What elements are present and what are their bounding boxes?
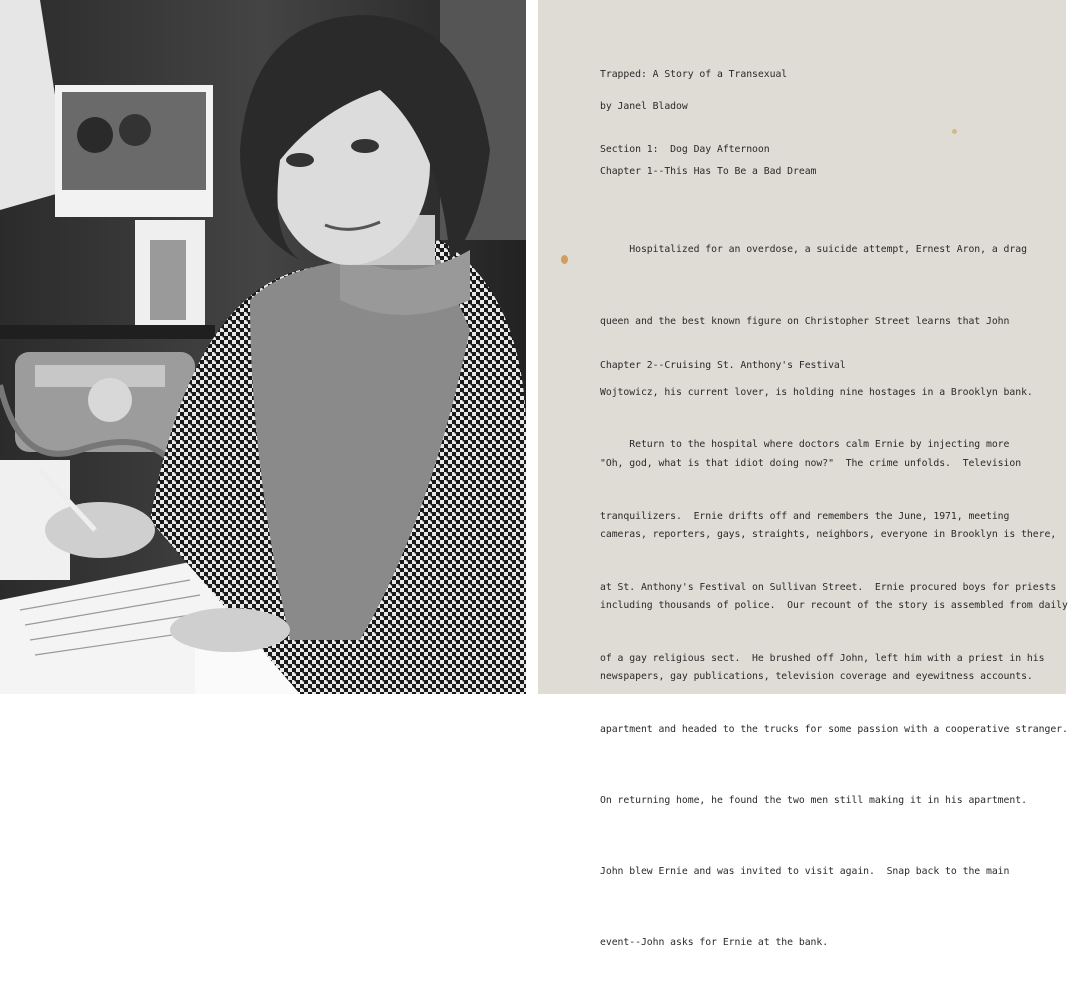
manuscript-title: Trapped: A Story of a Transexual [600, 69, 788, 80]
paragraph-line: John blew Ernie and was invited to visit again. Snap back to the main [600, 866, 1010, 878]
manuscript-page [538, 0, 1068, 949]
paragraph-line: "Oh, god, what is that idiot doing now?" The crime unfolds. Television [600, 457, 1022, 469]
paragraph-line: queen and the best known figure on Christopher Street learns that John [600, 315, 1010, 327]
paragraph-line: On returning home, he found the two men still making it in his apartment. [600, 794, 1027, 806]
chapter-1-heading: Chapter 1--This Has To Be a Bad Dream [600, 166, 817, 177]
paragraph-line: event--John asks for Ernie at the bank. [600, 937, 829, 949]
paragraph-line: Wojtowicz, his current lover, is holding nine hostages in a Brooklyn bank. [600, 386, 1033, 398]
paragraph-line: Hospitalized for an overdose, a suicide attempt, Ernest Aron, a drag [600, 244, 1027, 256]
stain-mark [561, 255, 568, 264]
stain-mark [952, 129, 957, 134]
paragraph-line: apartment and headed to the trucks for some passion with a cooperative stranger. [600, 723, 1068, 735]
paragraph-line: cameras, reporters, gays, straights, neighbors, everyone in Brooklyn is there, [600, 528, 1057, 540]
paragraph-line: of a gay religious sect. He brushed off John, left him with a priest in his [600, 652, 1045, 664]
paragraph-line: newspapers, gay publications, television coverage and eyewitness accounts. [600, 671, 1033, 683]
manuscript-byline: by Janel Bladow [600, 101, 688, 112]
author-photograph [0, 0, 526, 694]
paragraph-line: including thousands of police. Our recount of the story is assembled from daily [600, 599, 1068, 611]
photo-illustration [0, 0, 526, 694]
section-heading: Section 1: Dog Day Afternoon [600, 144, 770, 155]
chapter-2-heading: Chapter 2--Cruising St. Anthony's Festival [600, 360, 846, 371]
paragraph-line: at St. Anthony's Festival on Sullivan Street. Ernie procured boys for priests [600, 581, 1057, 593]
paragraph-line: tranquilizers. Ernie drifts off and remembers the June, 1971, meeting [600, 510, 1010, 522]
chapter-2-paragraph [600, 386, 1068, 1002]
paragraph-line: Return to the hospital where doctors calm Ernie by injecting more [600, 439, 1010, 451]
